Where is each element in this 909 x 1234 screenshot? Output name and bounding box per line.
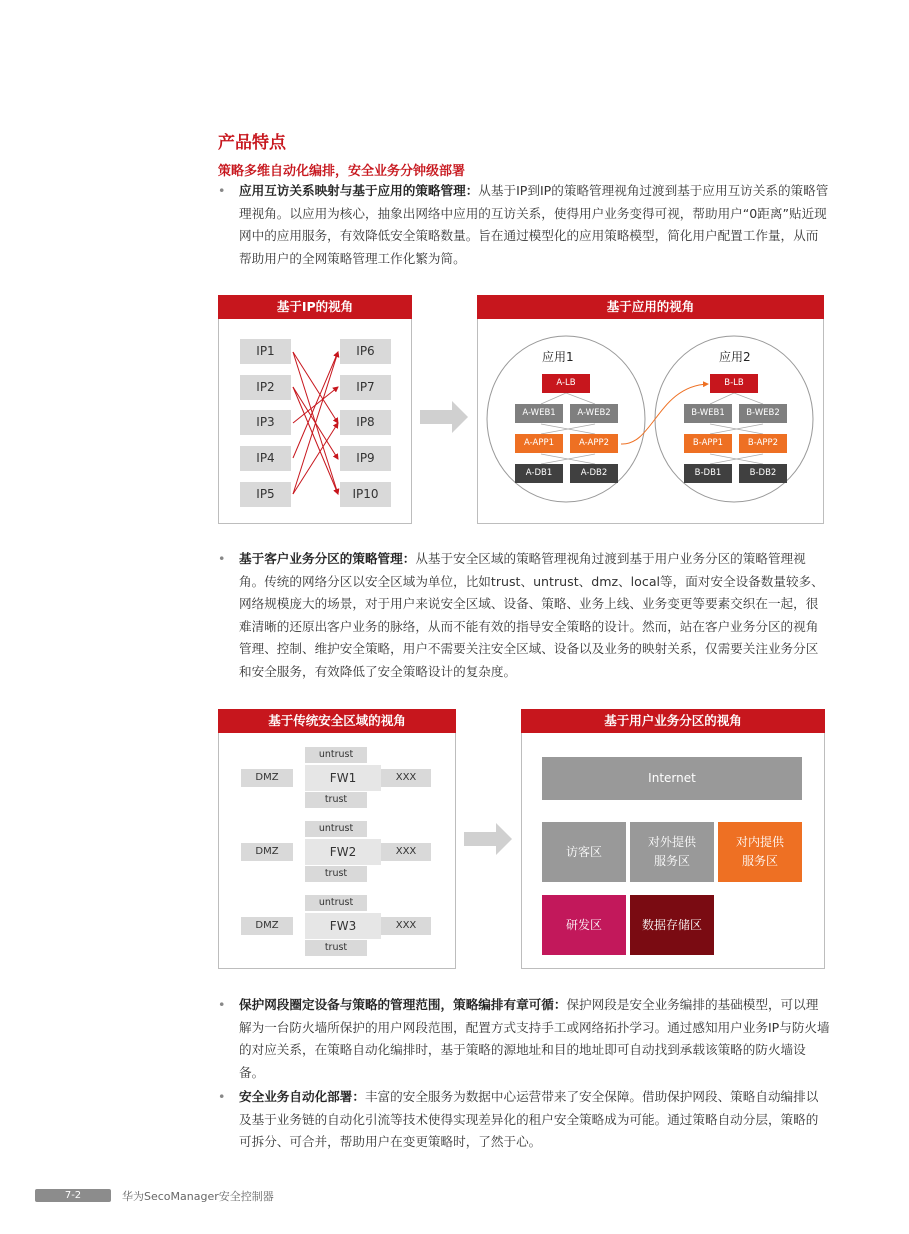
- feature-text: 从基于IP到IP的策略管理视角过渡到基于应用互访关系的策略管理视角。以应用为核心，抽象出网络中应用的互访关系，使得用户业务变得可视，帮助用户“0距离”贴近现网中的应用服务，有效降低安全策略数量。旨在通过模型化的应用策略模型，简化用户配置工作量，从而帮助用户的全网策略管理工作化繁为简。: [239, 183, 829, 266]
- app1-db-node: A-DB1: [515, 464, 563, 483]
- ip-box-left: IP2: [240, 375, 291, 400]
- ip-cross-arrows: [219, 296, 411, 523]
- zone-external-line1: 对外提供: [647, 835, 696, 849]
- business-zone-title: 基于用户业务分区的视角: [521, 709, 825, 733]
- app2-label: 应用2: [719, 350, 751, 364]
- app1-app-node: A-APP1: [515, 434, 563, 453]
- app2-app-node: B-APP2: [739, 434, 787, 453]
- app-view-title: 基于应用的视角: [477, 295, 824, 319]
- fw-dmz: DMZ: [241, 917, 293, 935]
- ip-box-right: IP8: [340, 410, 391, 435]
- feature-heading: 保护网段圈定设备与策略的管理范围，策略编排有章可循：: [239, 997, 567, 1012]
- zone-storage: 数据存储区: [630, 895, 714, 955]
- zone-internal-line2: 服务区: [741, 854, 778, 868]
- app2-web-node: B-WEB1: [684, 404, 732, 423]
- fw-node: FW1: [305, 765, 381, 791]
- zone-external-service: [630, 822, 714, 882]
- zone-view-panel: [218, 709, 456, 969]
- fw-untrust: untrust: [305, 747, 367, 763]
- feature-text: 保护网段是安全业务编排的基础模型，可以理解为一台防火墙所保护的用户网段范围，配置方式支持手工或网络拓扑学习。通过感知用户业务IP与防火墙的对应关系，在策略自动化编排时，基于策略的源地址和目的地址即可自动找到承载该策略的防火墙设备。: [239, 997, 830, 1080]
- bullet: •: [218, 551, 226, 566]
- app2-web-node: B-WEB2: [739, 404, 787, 423]
- page-number: 7-2: [35, 1189, 111, 1202]
- bullet: •: [218, 183, 226, 198]
- ip-view-panel: [218, 295, 412, 524]
- app1-app-node: A-APP2: [570, 434, 618, 453]
- zone-visitor: 访客区: [542, 822, 626, 882]
- fw-xxx: XXX: [381, 843, 431, 861]
- ip-box-left: IP1: [240, 339, 291, 364]
- feature-paragraph-app-mapping: [218, 180, 830, 270]
- feature-heading: 应用互访关系映射与基于应用的策略管理：: [239, 183, 479, 198]
- feature-paragraph-auto-deploy: [218, 1086, 830, 1154]
- zone-internal-service: [718, 822, 802, 882]
- fw-trust: trust: [305, 792, 367, 808]
- business-zone-panel: [521, 709, 825, 969]
- zone-internet: Internet: [542, 757, 802, 800]
- document-name: 华为SecoManager安全控制器: [122, 1190, 274, 1203]
- fw-trust: trust: [305, 940, 367, 956]
- transition-arrow-icon: [420, 401, 470, 433]
- feature-heading: 安全业务自动化部署：: [239, 1089, 365, 1104]
- section-subtitle: 策略多维自动化编排，安全业务分钟级部署: [218, 164, 466, 179]
- fw-node: FW3: [305, 913, 381, 939]
- ip-box-right: IP9: [340, 446, 391, 471]
- app-view-panel: [477, 295, 824, 524]
- zone-view-title: 基于传统安全区域的视角: [218, 709, 456, 733]
- feature-text: 从基于安全区域的策略管理视角过渡到基于用户业务分区的策略管理视角。传统的网络分区以安全区域为单位，比如trust、untrust、dmz、local等，面对安全设备数量较多、网络规模庞大的场景，对于用户来说安全区域、设备、策略、业务上线、业务变更等要素交织在一起，很难清晰的还原出客户业务的脉络，从而不能有效的指导安全策略的设计。然而，站在客户业务分区的视角管理、控制、维护安全策略，用户不需要关注安全区域、设备以及业务的映射关系，仅需要关注业务分区和安全服务，有效降低了安全策略设计的复杂度。: [239, 551, 824, 679]
- app2-db-node: B-DB1: [684, 464, 732, 483]
- zone-internal-line1: 对内提供: [735, 835, 784, 849]
- ip-box-left: IP5: [240, 482, 291, 507]
- bullet: •: [218, 1089, 226, 1104]
- fw-untrust: untrust: [305, 895, 367, 911]
- app1-web-node: A-WEB1: [515, 404, 563, 423]
- fw-node: FW2: [305, 839, 381, 865]
- feature-text: 丰富的安全服务为数据中心运营带来了安全保障。借助保护网段、策略自动编排以及基于业务链的自动化引流等技术使得实现差异化的租户安全策略成为可能。通过策略自动分层，策略的可拆分、可合并，帮助用户在变更策略时，了然于心。: [239, 1089, 819, 1149]
- app2-app-node: B-APP1: [684, 434, 732, 453]
- bullet: •: [218, 997, 226, 1012]
- fw-untrust: untrust: [305, 821, 367, 837]
- feature-paragraph-protected-segment: [218, 994, 830, 1084]
- ip-box-left: IP3: [240, 410, 291, 435]
- fw-dmz: DMZ: [241, 769, 293, 787]
- app2-db-node: B-DB2: [739, 464, 787, 483]
- ip-box-left: IP4: [240, 446, 291, 471]
- ip-box-right: IP6: [340, 339, 391, 364]
- section-title: 产品特点: [218, 133, 286, 153]
- ip-view-title: 基于IP的视角: [218, 295, 412, 319]
- app1-db-node: A-DB2: [570, 464, 618, 483]
- ip-box-right: IP7: [340, 375, 391, 400]
- feature-heading: 基于客户业务分区的策略管理：: [239, 551, 416, 566]
- app1-lb-node: A-LB: [542, 374, 590, 393]
- fw-xxx: XXX: [381, 769, 431, 787]
- feature-paragraph-zone-policy: [218, 548, 830, 683]
- ip-box-right: IP10: [340, 482, 391, 507]
- app1-web-node: A-WEB2: [570, 404, 618, 423]
- zone-external-line2: 服务区: [653, 854, 690, 868]
- fw-xxx: XXX: [381, 917, 431, 935]
- transition-arrow-icon: [464, 823, 514, 855]
- zone-rnd: 研发区: [542, 895, 626, 955]
- fw-trust: trust: [305, 866, 367, 882]
- app2-lb-node: B-LB: [710, 374, 758, 393]
- fw-dmz: DMZ: [241, 843, 293, 861]
- app1-label: 应用1: [542, 350, 574, 364]
